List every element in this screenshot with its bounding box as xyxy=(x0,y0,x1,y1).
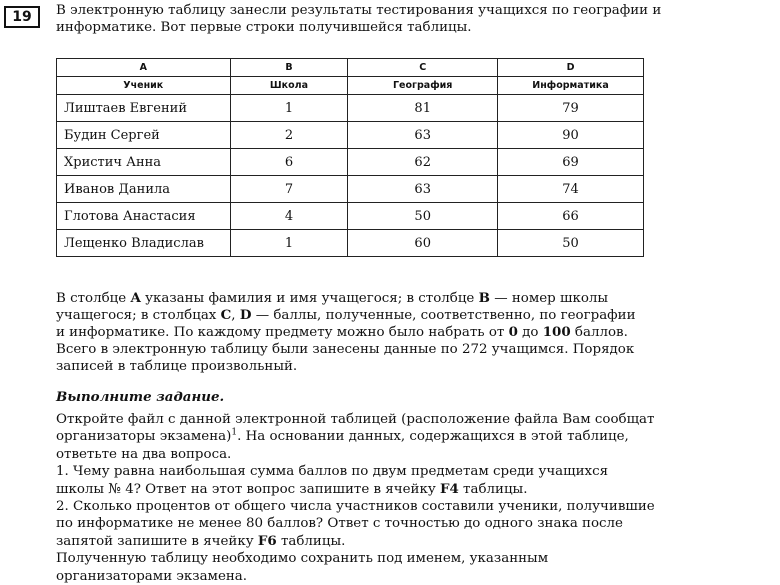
task-open-text: Откройте файл с данной электронной таблицей (расположение файла Вам сообщат организаторы экзамена) xyxy=(56,412,655,445)
question-1-text: 1. Чему равна наибольшая сумма баллов по двум предметам среди учащихся школы № 4? Ответ на этот вопрос запишите в ячейку xyxy=(56,464,609,497)
cell-student: Глотова Анастасия xyxy=(57,203,231,230)
cell-student: Лиштаев Евгений xyxy=(57,95,231,122)
cell-school: 2 xyxy=(230,122,348,149)
table-row xyxy=(57,95,644,122)
cell-informatics: 74 xyxy=(498,176,644,203)
score-min: 0 xyxy=(508,324,518,340)
description-text: , xyxy=(231,308,240,323)
cell-student: Лещенко Владислав xyxy=(57,230,231,257)
cell-geography: 62 xyxy=(348,149,498,176)
cell-student: Будин Сергей xyxy=(57,122,231,149)
cell-informatics: 90 xyxy=(498,122,644,149)
cell-school: 1 xyxy=(230,95,348,122)
score-max: 100 xyxy=(542,324,571,340)
table-row xyxy=(57,203,644,230)
cell-school: 4 xyxy=(230,203,348,230)
footnote-mark: 1 xyxy=(231,427,238,438)
cell-school: 6 xyxy=(230,149,348,176)
cell-geography: 63 xyxy=(348,176,498,203)
column-letter-a: A xyxy=(57,59,231,77)
question-1-cell: F4 xyxy=(439,480,459,497)
table-row xyxy=(57,149,644,176)
column-letter-b: B xyxy=(230,59,348,77)
column-letter-d: D xyxy=(498,59,644,77)
cell-school: 7 xyxy=(230,176,348,203)
question-2 xyxy=(56,498,656,550)
header-informatics: Информатика xyxy=(498,77,644,95)
intro-text: В электронную таблицу занесли результаты тестирования учащихся по географии и информатике. Вот первые строки получившейся таблицы. xyxy=(56,3,662,35)
column-ref-d: D xyxy=(239,307,252,323)
cell-informatics: 66 xyxy=(498,203,644,230)
question-2-text: 2. Сколько процентов от общего числа участников составили ученики, получившие по информатике не менее 80 баллов? Ответ с точностью до одного знака после запятой запишите в ячейку xyxy=(56,499,655,549)
cell-informatics: 50 xyxy=(498,230,644,257)
cell-school: 1 xyxy=(230,230,348,257)
task-number-box xyxy=(4,6,40,28)
description-paragraph xyxy=(56,290,646,375)
cell-geography: 63 xyxy=(348,122,498,149)
question-2-end: таблицы. xyxy=(276,533,346,549)
task-title: Выполните задание. xyxy=(56,389,225,405)
description-text: указаны фамилия и имя учащегося; в столбце xyxy=(140,291,479,306)
column-ref-c: C xyxy=(220,307,232,323)
task-open-text-2: . На основании данных, содержащихся в этой таблице, ответьте на два вопроса. xyxy=(56,429,629,462)
cell-geography: 50 xyxy=(348,203,498,230)
cell-geography: 60 xyxy=(348,230,498,257)
data-table xyxy=(56,58,644,257)
column-ref-b: B xyxy=(478,290,490,306)
task-number: 19 xyxy=(12,9,32,25)
header-row xyxy=(57,77,644,95)
table-row xyxy=(57,122,644,149)
task-open-paragraph xyxy=(56,411,656,463)
question-2-cell: F6 xyxy=(257,532,277,549)
description-text: — баллы, полученные, соответственно, по географии и информатике. По каждому предмету можно было набрать от xyxy=(56,308,636,340)
header-school: Школа xyxy=(230,77,348,95)
description-text: баллов. Всего в электронную таблицу были занесены данные по 272 учащимся. Порядок записей в таблице произвольный. xyxy=(56,325,635,374)
column-letter-c: C xyxy=(348,59,498,77)
cell-student: Иванов Данила xyxy=(57,176,231,203)
table-row xyxy=(57,176,644,203)
header-geography: География xyxy=(348,77,498,95)
cell-geography: 81 xyxy=(348,95,498,122)
question-1-end: таблицы. xyxy=(458,481,528,497)
description-text: до xyxy=(517,325,543,340)
cell-student: Христич Анна xyxy=(57,149,231,176)
task-body xyxy=(56,411,656,585)
description-text: — номер школы учащегося; в столбцах xyxy=(56,291,609,323)
table-row xyxy=(57,230,644,257)
column-letters-row xyxy=(57,59,644,77)
header-student: Ученик xyxy=(57,77,231,95)
save-instruction: Полученную таблицу необходимо сохранить под именем, указанным организаторами экзамена. xyxy=(56,551,549,584)
question-1 xyxy=(56,463,656,498)
description-text: В столбце xyxy=(56,291,131,306)
column-ref-a: A xyxy=(130,290,141,306)
cell-informatics: 69 xyxy=(498,149,644,176)
cell-informatics: 79 xyxy=(498,95,644,122)
